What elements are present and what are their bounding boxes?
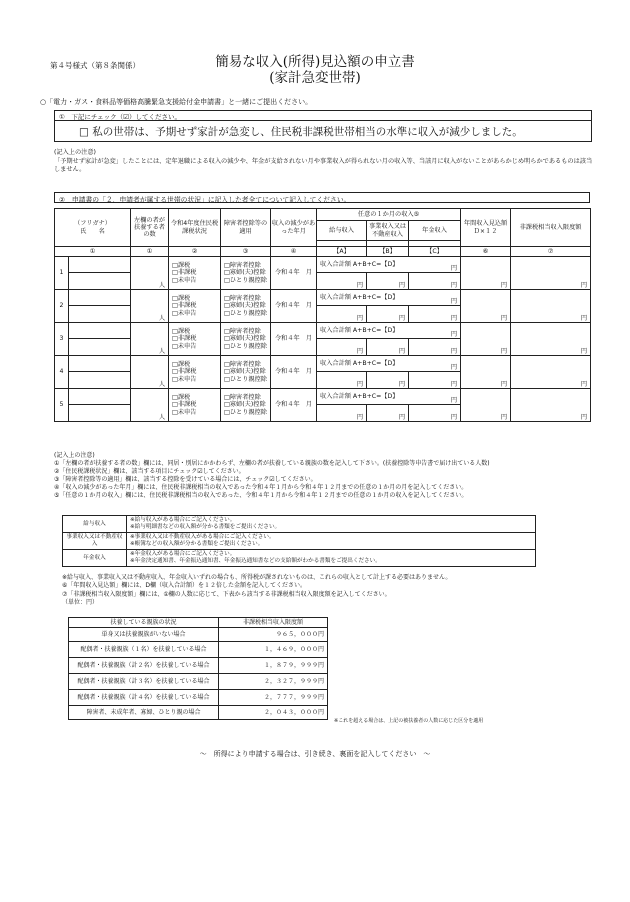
limit-row	[69, 642, 328, 658]
pension-field[interactable]: 円	[409, 306, 461, 323]
pension-header: 年金収入	[409, 221, 461, 241]
kind-label: 事業収入又は不動産収入	[63, 533, 127, 550]
salary-field[interactable]: 円	[317, 405, 367, 422]
salary-field[interactable]: 円	[317, 273, 367, 290]
limit-note: ※これを超える場合は、上記の被扶養者の人数に応じた区分を適用	[334, 718, 484, 724]
notes-2-heading: (記入上の注意)	[54, 452, 95, 459]
furigana-field[interactable]	[69, 257, 131, 273]
business-field[interactable]: 円	[367, 273, 409, 290]
pension-field[interactable]: 円	[409, 405, 461, 422]
notes-1-heading: (記入上の注意)	[54, 149, 96, 156]
pension-field[interactable]: 円	[409, 273, 461, 290]
business-field[interactable]: 円	[367, 372, 409, 389]
income-total-field[interactable]: 収入合計額 A+B+C=【D】 円	[317, 323, 461, 339]
name-header: （フリガナ） 氏 名	[55, 209, 131, 247]
notes-2-item: ④「収入の減少があった年月」欄には、住民税非課税相当の収入であった令和４年１月から令和４年１２月までの任意の１か月の月を記入してください。	[54, 484, 468, 491]
document-title	[0, 54, 630, 86]
dependents-header: 左欄の者が扶養する者の数	[131, 209, 169, 247]
dependents-field[interactable]: 人	[131, 389, 169, 422]
tax-status-checkboxes[interactable]: □課税 □非課税 □未申告	[169, 290, 221, 323]
limit-amount: ９６５，０００円	[219, 628, 328, 642]
limit-amount: ２，３２７，９９９円	[219, 674, 328, 690]
intro-text: ○「電力・ガス・食料品等価格高騰緊急支援給付金申請書」と一緒にご提出ください。	[40, 98, 313, 106]
limit-row	[69, 628, 328, 642]
name-field[interactable]	[69, 306, 131, 323]
col-label-b: 【B】	[367, 247, 409, 257]
salary-header: 給与収入	[317, 221, 367, 241]
notes-3-item: ⑦「非課税相当収入限度額」欄には、①欄の人数に応じて、下表から該当する非課税相当収入限度額を記入してください。	[62, 590, 391, 598]
dependents-field[interactable]: 人	[131, 323, 169, 356]
tax-status-header: 令和4年度住民税課税状況	[169, 209, 221, 247]
salary-field[interactable]: 円	[317, 306, 367, 323]
name-field[interactable]	[69, 405, 131, 422]
month-income-header: 任意の１か月の収入⑤	[317, 209, 461, 221]
row-number: 2	[55, 290, 69, 323]
salary-field[interactable]: 円	[317, 339, 367, 356]
col-num-1: ①	[55, 247, 131, 257]
business-header: 事業収入又は不動産収入	[367, 221, 409, 241]
col-label-c: 【C】	[409, 247, 461, 257]
footer-text: ～ 所得により申請する場合は、引き続き、裏面を記入してください ～	[199, 750, 431, 758]
notes-2-item: ①「左欄の者が扶養する者の数」欄には、同居・別居にかかわらず、左欄の者が扶養している親族の数を記入して下さい。(扶養控除等申告書で届け出ている人数)	[54, 460, 490, 467]
business-field[interactable]: 円	[367, 306, 409, 323]
limit-row	[69, 706, 328, 720]
tax-status-checkboxes[interactable]: □課税 □非課税 □未申告	[169, 356, 221, 389]
limit-field[interactable]: 円	[511, 323, 591, 356]
notes-3-item: ⑥「年間収入見込額」欄には、D欄（収入合計額）を１２倍した金額を記入してください。	[62, 582, 307, 590]
limit-amount: １，４６９，０００円	[219, 642, 328, 658]
limit-status: 配偶者・扶養親族（計３名）を扶養している場合	[69, 674, 219, 690]
title-line-1: 簡易な収入(所得)見込額の申立書	[215, 54, 415, 70]
furigana-field[interactable]	[69, 389, 131, 405]
row-number: 5	[55, 389, 69, 422]
kind-desc: ※給与収入がある場合にご記入ください。 ※給与明細書などの収入額が分かる書類をご提出ください。	[127, 516, 536, 533]
decrease-month-field[interactable]: 令和４年 月	[271, 389, 317, 422]
title-line-2: (家計急変世帯)	[269, 70, 361, 86]
name-field[interactable]	[69, 273, 131, 290]
annual-header: 年間収入見込額Ｄ×１２	[461, 209, 511, 247]
disability-checkboxes[interactable]: □障害者控除 □寡婦(夫)控除 □ひとり親控除	[221, 290, 271, 323]
limit-header-amount: 非課税相当収入限度額	[219, 618, 328, 628]
limit-amount: ２，７７７，９９９円	[219, 690, 328, 706]
furigana-field[interactable]	[69, 290, 131, 306]
income-kinds-table	[62, 515, 536, 567]
limit-row	[69, 658, 328, 674]
notes-2-item: ⑤「任意の１か月の収入」欄には、住民税非課税相当の収入であった、令和４年１月から令和４年１２月までの任意の１か月の収入を記入してください。	[54, 492, 468, 499]
kind-desc: ※事業収入又は不動産収入がある場合にご記入ください。 ※帳簿などの収入額が分かる書類をご提出ください。	[127, 533, 536, 550]
limit-amount: ２，０４３，０００円	[219, 706, 328, 720]
household-row	[55, 290, 591, 306]
income-total-field[interactable]: 収入合計額 A+B+C=【D】 円	[317, 257, 461, 273]
limit-field[interactable]: 円	[511, 290, 591, 323]
limit-status: 単身又は扶養親族がいない場合	[69, 628, 219, 642]
row-number: 4	[55, 356, 69, 389]
notes-1	[54, 149, 594, 175]
business-field[interactable]: 円	[367, 339, 409, 356]
limit-table	[68, 617, 328, 720]
disability-checkboxes[interactable]: □障害者控除 □寡婦(夫)控除 □ひとり親控除	[221, 389, 271, 422]
notes-2	[54, 452, 594, 500]
household-row	[55, 356, 591, 372]
limit-field[interactable]: 円	[511, 257, 591, 290]
annual-field[interactable]: 円	[461, 323, 511, 356]
notes-3-item: （単位：円）	[62, 598, 99, 606]
dependents-field[interactable]: 人	[131, 257, 169, 290]
tax-status-checkboxes[interactable]: □課税 □非課税 □未申告	[169, 257, 221, 290]
decrease-month-header: 収入の減少があった年月	[271, 209, 317, 247]
dependents-field[interactable]: 人	[131, 356, 169, 389]
name-field[interactable]	[69, 372, 131, 389]
col-num-4: ④	[271, 247, 317, 257]
tax-status-checkboxes[interactable]: □課税 □非課税 □未申告	[169, 389, 221, 422]
notes-1-text: 「予期せず家計が急変」したことには、定年退職による収入の減少や、年金が支給されない月や事業収入が得られない月の収入等、当該月に収入がないことがあらかじめ明らかであるものは該当しません。	[54, 157, 593, 173]
limit-field[interactable]: 円	[511, 356, 591, 389]
household-row	[55, 323, 591, 339]
household-row	[55, 257, 591, 273]
annual-field[interactable]: 円	[461, 356, 511, 389]
limit-status: 配偶者・扶養親族（計２名）を扶養している場合	[69, 658, 219, 674]
col-num-6: ⑥	[461, 247, 511, 257]
decrease-month-field[interactable]: 令和４年 月	[271, 257, 317, 290]
col-label-a: 【A】	[317, 247, 367, 257]
disability-checkboxes[interactable]: □障害者控除 □寡婦(夫)控除 □ひとり親控除	[221, 323, 271, 356]
dependents-field[interactable]: 人	[131, 290, 169, 323]
decrease-month-field[interactable]: 令和４年 月	[271, 323, 317, 356]
pension-field[interactable]: 円	[409, 372, 461, 389]
limit-header: 非課税相当収入限度額	[511, 209, 591, 247]
household-income-table	[54, 208, 591, 422]
income-total-field[interactable]: 収入合計額 A+B+C=【D】 円	[317, 356, 461, 372]
check-box-header: ① 下記にチェック（☑）してください。	[55, 111, 591, 121]
row-number: 3	[55, 323, 69, 356]
notes-2-item: ②「住民税課税状況」欄は、該当する項目にチェック☑してください。	[54, 468, 245, 475]
notes-2-item: ③「障害者控除等の適用」欄は、該当する控除を受けている場合には、チェック☑してください。	[54, 476, 317, 483]
name-field[interactable]	[69, 339, 131, 356]
annual-field[interactable]: 円	[461, 389, 511, 422]
disability-checkboxes[interactable]: □障害者控除 □寡婦(夫)控除 □ひとり親控除	[221, 356, 271, 389]
limit-status: 配偶者・扶養親族（１名）を扶養している場合	[69, 642, 219, 658]
disability-header: 障害者控除等の適用	[221, 209, 271, 247]
col-num-2: ②	[169, 247, 221, 257]
check-box-section	[54, 110, 592, 142]
kind-label: 給与収入	[63, 516, 127, 533]
limit-field[interactable]: 円	[511, 389, 591, 422]
household-change-checkbox[interactable]: □ 私の世帯は、予期せず家計が急変し、住民税非課税世帯相当の水準に収入が減少しました。	[79, 126, 523, 138]
col-num-7: ⑦	[511, 247, 591, 257]
limit-amount: １，８７９，９９９円	[219, 658, 328, 674]
annual-field[interactable]: 円	[461, 257, 511, 290]
income-total-field[interactable]: 収入合計額 A+B+C=【D】 円	[317, 290, 461, 306]
col-num-3: ③	[221, 247, 271, 257]
decrease-month-field[interactable]: 令和４年 月	[271, 356, 317, 389]
business-field[interactable]: 円	[367, 405, 409, 422]
row-number: 1	[55, 257, 69, 290]
limit-row	[69, 690, 328, 706]
notes-3-item: ※給与収入、事業収入又は不動産収入、年金収入いずれの場合も、所得税が課されないものは、これらの収入として計上する必要はありません。	[62, 574, 452, 581]
furigana-field[interactable]	[69, 356, 131, 372]
pension-field[interactable]: 円	[409, 339, 461, 356]
limit-status: 障害者、未成年者、寡婦、ひとり親の場合	[69, 706, 219, 720]
furigana-field[interactable]	[69, 323, 131, 339]
form-number: 第４号様式（第８条関係）	[50, 61, 140, 70]
notes-3	[62, 574, 602, 607]
col-num-1b: ①	[131, 247, 169, 257]
decrease-month-field[interactable]: 令和４年 月	[271, 290, 317, 323]
limit-row	[69, 674, 328, 690]
tax-status-checkboxes[interactable]: □課税 □非課税 □未申告	[169, 323, 221, 356]
limit-status: 配偶者・扶養親族（計４名）を扶養している場合	[69, 690, 219, 706]
disability-checkboxes[interactable]: □障害者控除 □寡婦(夫)控除 □ひとり親控除	[221, 257, 271, 290]
kind-desc: ※年金収入がある場合にご記入ください。 ※年金決定通知書、年金振込通知書、年金振込通知書などの支給額がわかる書類をご提出ください。	[127, 550, 536, 567]
annual-field[interactable]: 円	[461, 290, 511, 323]
income-total-field[interactable]: 収入合計額 A+B+C=【D】 円	[317, 389, 461, 405]
salary-field[interactable]: 円	[317, 372, 367, 389]
section-2-header: ② 申請書の「２．申請者が属する世帯の状況」に記入した者全てについて記入してください。	[54, 192, 590, 203]
limit-header-status: 扶養している親族の状況	[69, 618, 219, 628]
kind-label: 年金収入	[63, 550, 127, 567]
household-row	[55, 389, 591, 405]
